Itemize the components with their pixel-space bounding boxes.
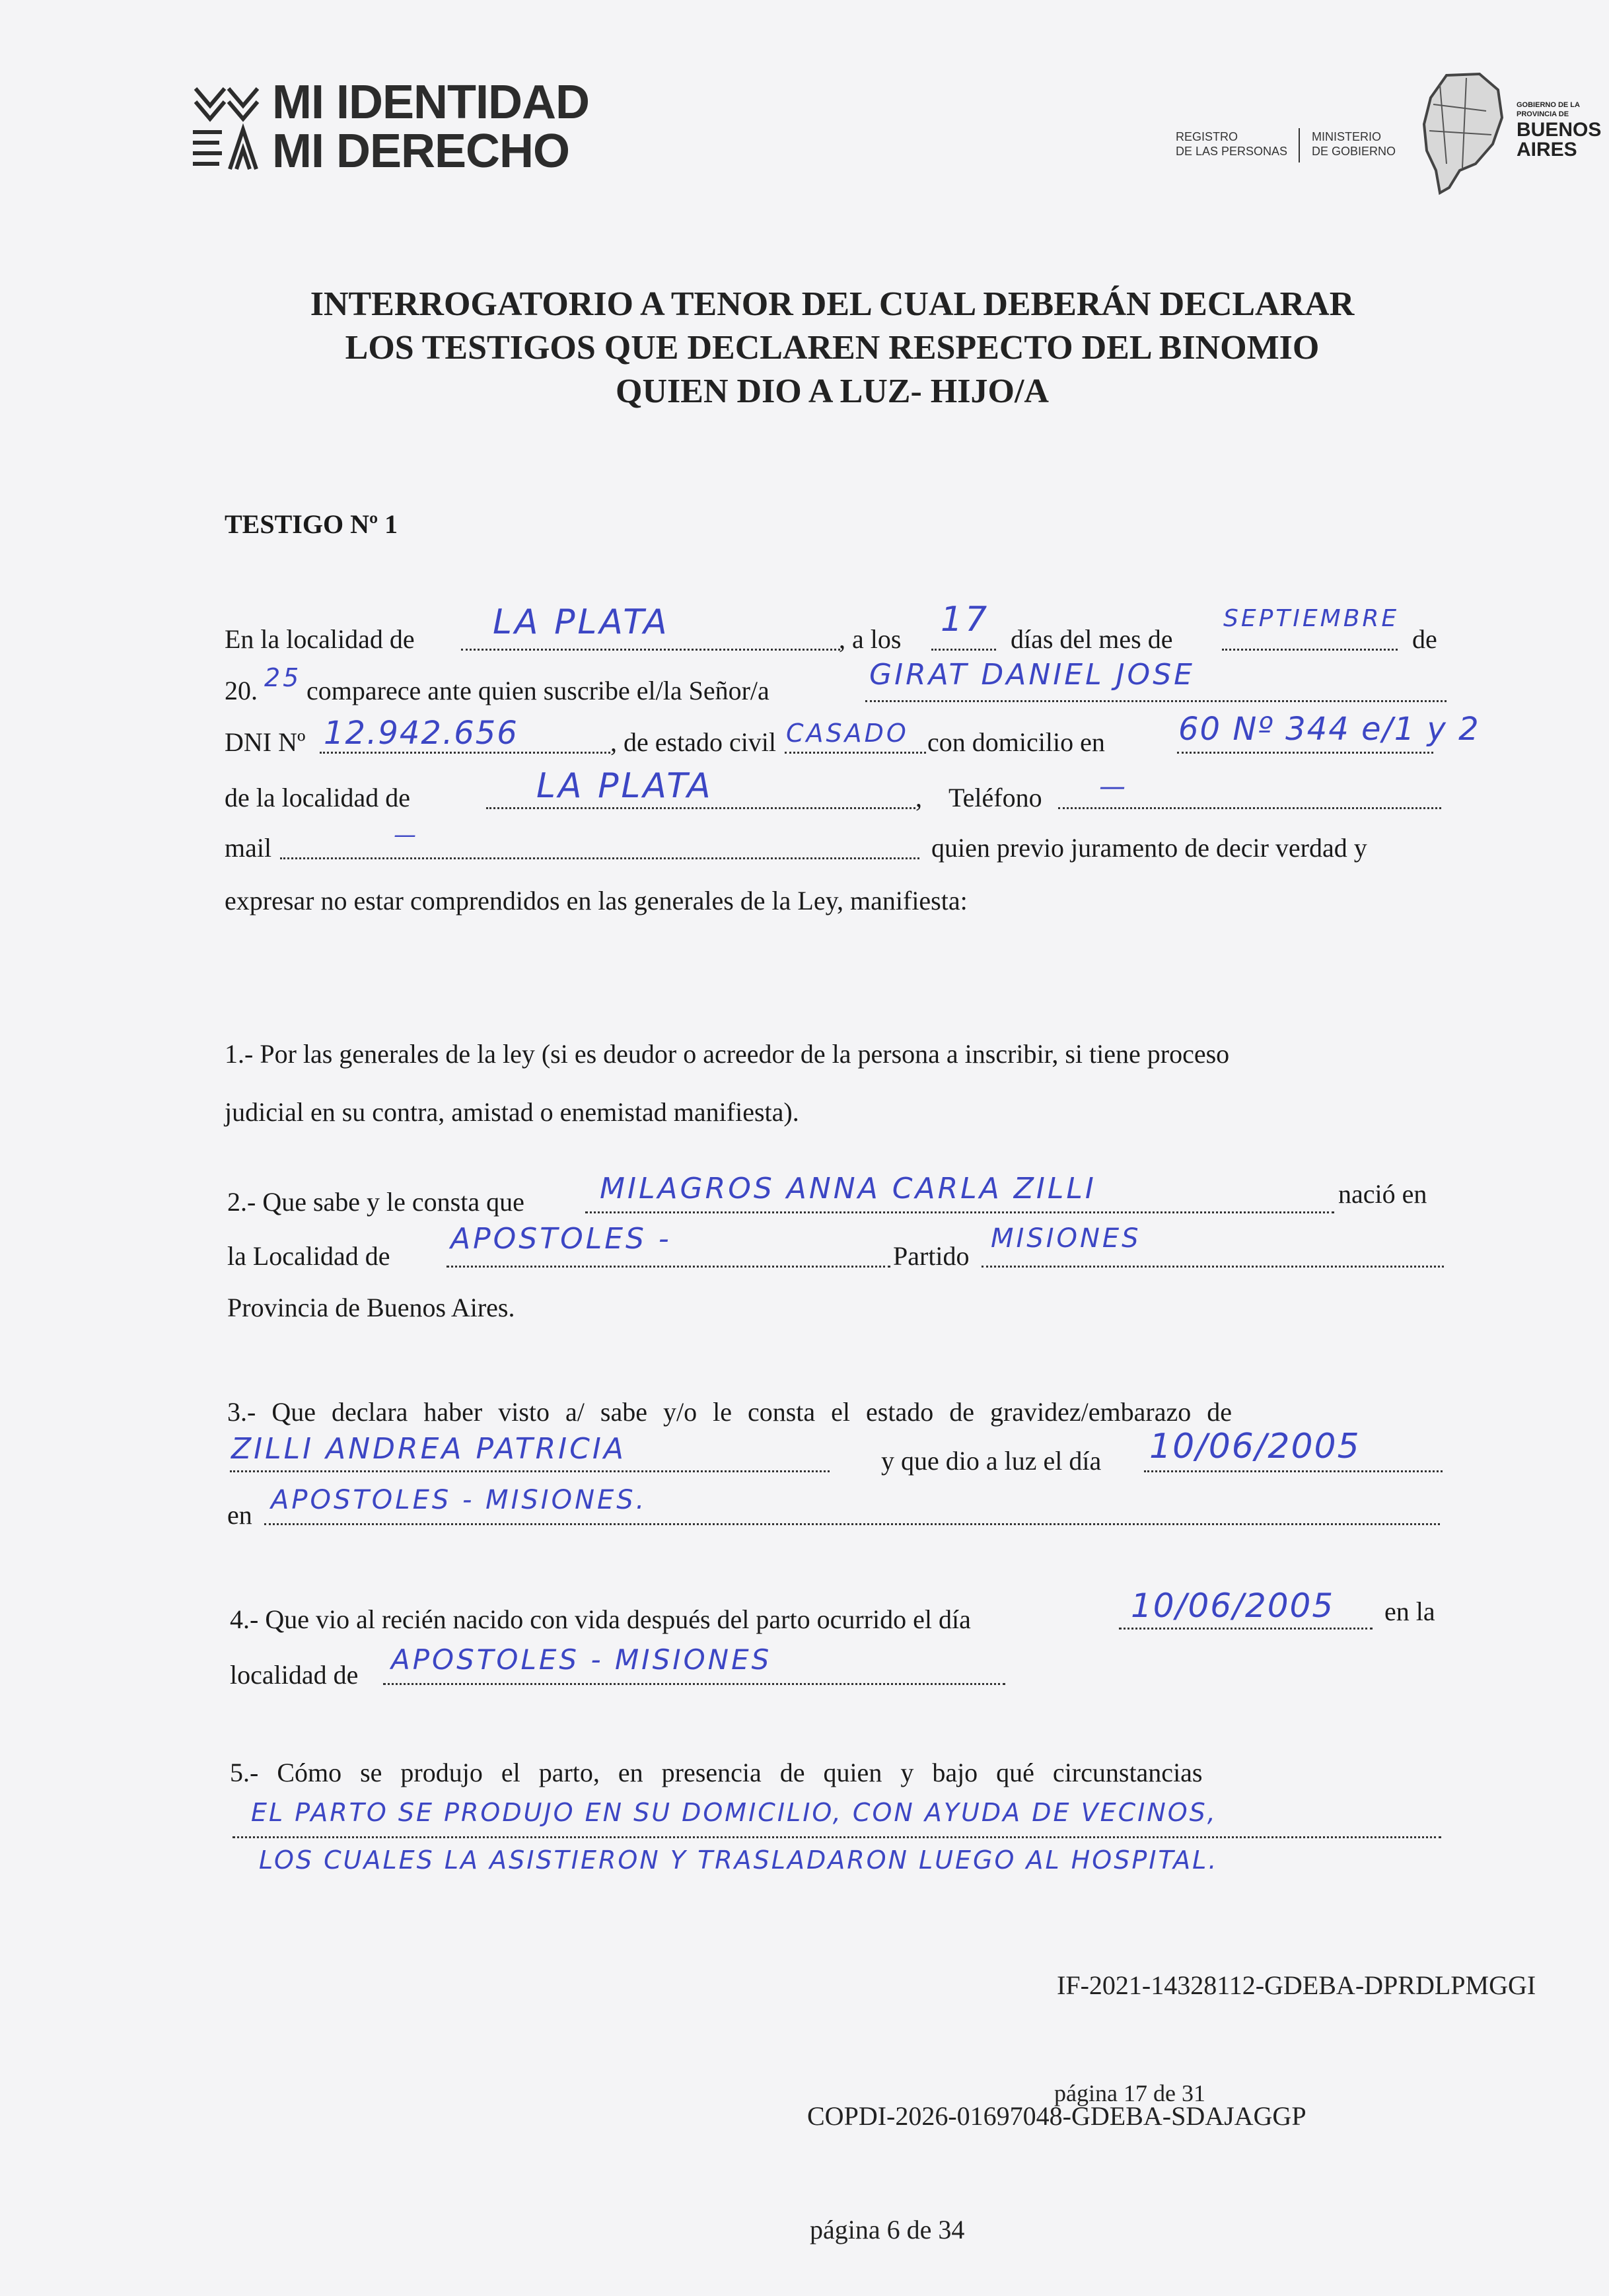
handwritten-dni: 12.942.656 xyxy=(324,715,518,752)
handwritten-mail: — xyxy=(394,822,419,848)
handwritten-localidad-2: LA PLATA xyxy=(536,766,713,806)
form-text: días del mes de xyxy=(1011,624,1173,654)
dotted-line xyxy=(232,1836,1441,1838)
handwritten-fecha-parto: 10/06/2005 xyxy=(1149,1427,1361,1466)
gobierno-line-2: PROVINCIA DE xyxy=(1517,110,1569,118)
dotted-line xyxy=(785,752,926,754)
logo-wordmark xyxy=(272,78,589,176)
dotted-line xyxy=(230,1470,830,1472)
form-text: Provincia de Buenos Aires. xyxy=(227,1293,515,1322)
form-text: Teléfono xyxy=(948,783,1042,812)
handwritten-localidad-parto: APOSTOLES - MISIONES xyxy=(391,1643,772,1676)
form-text: con domicilio en xyxy=(927,727,1105,757)
dotted-line xyxy=(447,1266,890,1268)
ministerio-line-1: MINISTERIO xyxy=(1312,130,1382,143)
document-title xyxy=(198,283,1466,413)
handwritten-fecha-parto-2: 10/06/2005 xyxy=(1131,1587,1335,1625)
handwritten-domicilio: 60 Nº 344 e/1 y 2 xyxy=(1178,711,1480,748)
form-text: localidad de xyxy=(230,1660,359,1690)
form-text: nació en xyxy=(1338,1179,1427,1209)
handwritten-nacido: MILAGROS ANNA CARLA ZILLI xyxy=(600,1172,1096,1205)
gobierno-label xyxy=(1517,100,1580,119)
form-text: de la localidad de xyxy=(225,783,410,812)
form-text: 4.- Que vio al recién nacido con vida después del parto ocurrido el día xyxy=(230,1604,971,1634)
handwritten-nombre: GIRAT DANIEL JOSE xyxy=(869,658,1195,692)
page-number: página 6 de 34 xyxy=(810,2215,965,2244)
ministerio-label xyxy=(1312,129,1396,159)
dotted-line xyxy=(264,1523,1440,1525)
form-text: , de estado civil xyxy=(610,727,777,757)
form-text: expresar no estar comprendidos en las generales de la Ley, manifiesta: xyxy=(225,886,968,915)
form-text: 2.- Que sabe y le consta que xyxy=(227,1187,524,1217)
testigo-heading: TESTIGO Nº 1 xyxy=(225,509,398,539)
dotted-line xyxy=(1177,752,1433,754)
dotted-line xyxy=(1222,649,1398,651)
dotted-line xyxy=(320,752,610,754)
registro-line-1: REGISTRO xyxy=(1176,130,1238,143)
question-5-line-1: 5.- Cómo se produjo el parto, en presencia de quien y bajo qué circunstancias xyxy=(230,1758,1203,1787)
handwritten-telefono: — xyxy=(1099,771,1128,802)
copdi-reference: COPDI-2026-01697048-GDEBA-SDAJAGGP xyxy=(807,2101,1306,2131)
dotted-line xyxy=(461,649,840,651)
dotted-line xyxy=(585,1211,1334,1213)
form-text: Partido xyxy=(893,1241,970,1271)
registro-line-2: DE LAS PERSONAS xyxy=(1176,145,1288,158)
buenos-word: BUENOS xyxy=(1517,119,1602,141)
handwritten-localidad-nacimiento: APOSTOLES - xyxy=(450,1222,672,1256)
dotted-line xyxy=(486,807,915,809)
if-reference: IF-2021-14328112-GDEBA-DPRDLPMGGI xyxy=(1057,1970,1536,2000)
header-divider xyxy=(1299,128,1300,162)
fingerprint-logo-icon xyxy=(190,79,263,172)
logo-line-2: MI DERECHO xyxy=(272,125,570,178)
form-text: , a los xyxy=(839,624,902,654)
form-text: en xyxy=(227,1500,252,1530)
form-text: 20. xyxy=(225,676,258,705)
gobierno-line-1: GOBIERNO DE LA xyxy=(1517,101,1580,109)
ministerio-line-2: DE GOBIERNO xyxy=(1312,145,1396,158)
title-line-1: INTERROGATORIO A TENOR DEL CUAL DEBERÁN DECLARAR xyxy=(310,285,1355,323)
form-text: , xyxy=(915,783,922,812)
dotted-line xyxy=(1119,1628,1373,1630)
dotted-line xyxy=(982,1266,1444,1268)
aires-word: AIRES xyxy=(1517,139,1577,161)
dotted-line xyxy=(1144,1470,1443,1472)
title-line-3: QUIEN DIO A LUZ- HIJO/A xyxy=(616,373,1049,410)
handwritten-mes: SEPTIEMBRE xyxy=(1223,605,1400,632)
form-text: la Localidad de xyxy=(227,1241,390,1271)
province-map-icon xyxy=(1420,71,1506,197)
question-1-line-2: judicial en su contra, amistad o enemistad manifiesta). xyxy=(225,1097,799,1127)
question-1-line-1: 1.- Por las generales de la ley (si es deudor o acreedor de la persona a inscribir, si tiene proceso xyxy=(225,1039,1230,1069)
handwritten-madre: ZILLI ANDREA PATRICIA xyxy=(231,1432,626,1466)
registro-label xyxy=(1176,129,1287,159)
handwritten-dia: 17 xyxy=(941,600,990,639)
form-text: y que dio a luz el día xyxy=(881,1446,1102,1476)
handwritten-lugar-parto: APOSTOLES - MISIONES. xyxy=(271,1485,647,1515)
handwritten-circunstancias-1: EL PARTO SE PRODUJO EN SU DOMICILIO, CON AYUDA DE VECINOS, xyxy=(251,1798,1217,1827)
question-3-line-1: 3.- Que declara haber visto a/ sabe y/o le consta el estado de gravidez/embarazo de xyxy=(227,1397,1232,1427)
buenos-aires-label xyxy=(1517,120,1601,160)
handwritten-estado-civil: CASADO xyxy=(786,719,909,748)
form-text: de xyxy=(1412,624,1437,654)
form-text: quien previo juramento de decir verdad y xyxy=(931,833,1367,863)
handwritten-anio: 25 xyxy=(264,663,302,692)
page-number-original: página 17 de 31 xyxy=(1054,2080,1205,2106)
handwritten-circunstancias-2: LOS CUALES LA ASISTIERON Y TRASLADARON LUEGO AL HOSPITAL. xyxy=(259,1846,1219,1875)
form-text: mail xyxy=(225,833,272,863)
handwritten-localidad: LA PLATA xyxy=(493,602,670,642)
form-text: En la localidad de xyxy=(225,624,415,654)
form-text: DNI Nº xyxy=(225,727,306,757)
dotted-line xyxy=(931,649,996,651)
dotted-line xyxy=(1058,807,1441,809)
logo-line-1: MI IDENTIDAD xyxy=(272,76,589,129)
dotted-line xyxy=(280,857,919,859)
dotted-line xyxy=(383,1683,1005,1685)
form-text: comparece ante quien suscribe el/la Señor/a xyxy=(306,676,769,705)
title-line-2: LOS TESTIGOS QUE DECLAREN RESPECTO DEL BINOMIO xyxy=(345,329,1320,367)
handwritten-partido: MISIONES xyxy=(991,1223,1141,1254)
form-text: en la xyxy=(1384,1596,1435,1626)
dotted-line xyxy=(865,700,1447,702)
